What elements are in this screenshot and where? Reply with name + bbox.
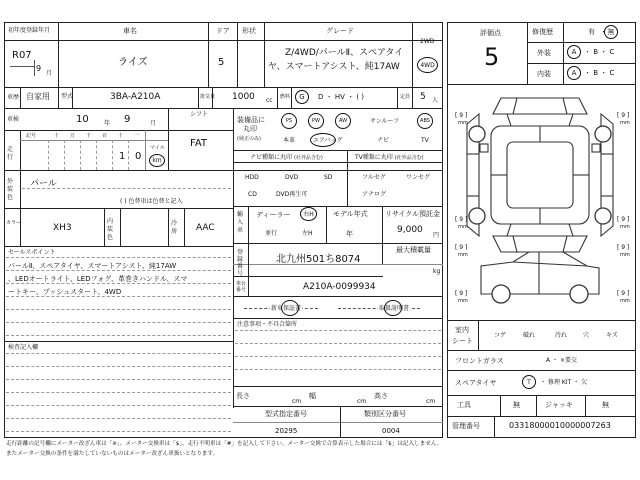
type-cert-value: 20295 — [275, 427, 298, 435]
max-load-unit: kg — [433, 268, 441, 275]
plate-label: 登録番号 — [237, 249, 244, 277]
car-name-value: ライズ — [118, 57, 148, 68]
inspection-month-unit: 月 — [150, 120, 157, 127]
importer-parallel: 並行 — [265, 230, 278, 237]
category-label: 類別区分番号 — [364, 410, 406, 418]
spare-tire-options: ・ 修理 KIT ・ 欠 — [540, 379, 588, 386]
length-unit: cm — [292, 398, 302, 405]
equipment-label-3: (純正のみ) — [237, 136, 261, 142]
shift-label: シフト — [190, 111, 209, 118]
spare-tire-selected: T — [527, 379, 531, 386]
interior-sheet-label-1: 室内 — [455, 326, 469, 334]
use-label: 車歴 — [7, 94, 20, 101]
color-code-value: XH3 — [53, 223, 72, 233]
color-code-label: カラー — [6, 220, 22, 226]
tv-type-label: TV種類に丸印 (社外品含む) — [355, 154, 424, 161]
navi-type-label: ナビ種類に丸印 (社外品含む) — [250, 154, 323, 161]
grade-line-1: Z/4WD/パールⅡ、スペアタイ — [285, 48, 404, 58]
mileage-digit-thousand: 0 — [135, 151, 142, 162]
tire-tread-front-right: [ 9 ] — [617, 112, 630, 119]
equipment-ps-circle: PS — [281, 113, 297, 129]
repair-history-label: 修復歴 — [532, 28, 553, 36]
mileage-header-4: 百 — [102, 133, 108, 139]
fuel-label: 燃料 — [280, 94, 291, 100]
navi-cd: CD — [248, 191, 257, 198]
equipment-tv: TV — [421, 137, 429, 144]
height-label: 高さ — [374, 392, 388, 400]
tire-unit-bottom-left: mm — [458, 298, 468, 304]
equipment-sunroof: サンルーフ — [370, 118, 400, 125]
tire-tread-mid-left: [ 9 ] — [455, 216, 468, 223]
height-unit: cm — [426, 398, 436, 405]
first-registration-month-unit: 月 — [46, 70, 53, 77]
width-label: 幅 — [309, 392, 316, 400]
handle-left: 左H — [302, 230, 313, 237]
sales-point-line-3: ートキー、プッシュスタート、4WD — [8, 288, 122, 296]
interior-sheet-burn: コゲ — [494, 332, 507, 339]
length-label: 長さ — [236, 392, 250, 400]
car-name-label: 車名 — [123, 27, 137, 35]
tire-unit-mid-right: mm — [620, 224, 630, 230]
footer-line-1: 走行距離の記号欄にメーター改ざん車は「※」、メーター交換車は「$」、走行不明車は「#」を記入して下さい。メーター交換で合算表示した場合には「$」は記入しません。 — [6, 441, 443, 447]
navi-dvd-playback: DVD再生可 — [276, 191, 308, 198]
mileage-header-0: 記号 — [26, 133, 37, 139]
tv-analog: アナログ — [362, 191, 387, 198]
tire-unit-bottom-right: mm — [620, 298, 630, 304]
tire-unit-rear-right: mm — [620, 252, 630, 258]
inspection-label: 車検 — [7, 116, 20, 123]
sales-point-line-2: 、LEDオートライト、LEDフォグ、革巻きハンドル、スマ — [8, 275, 188, 283]
model-year-unit: 年 — [346, 230, 353, 238]
interior-grade-b: ・ B ・ C — [584, 69, 615, 77]
repair-option-separator: ・ — [600, 28, 607, 36]
management-value: 03318000010000007263 — [509, 421, 611, 430]
management-label: 管理番号 — [452, 422, 480, 430]
mileage-header-5: 十 — [118, 133, 124, 139]
interior-sheet-dirt: 汚れ — [555, 332, 568, 339]
interior-grade-a: A — [571, 69, 577, 77]
fuel-selected: G — [299, 93, 305, 101]
first-registration-month: 9 — [36, 64, 42, 73]
equipment-abs-circle: ABS — [417, 113, 433, 129]
model-label: 型式 — [61, 93, 74, 100]
equipment-leather: 本革 — [283, 137, 296, 144]
navi-hdd: HDD — [245, 174, 259, 181]
notes-label: 注意事項・不具合箇所 — [237, 321, 298, 328]
drive-4wd-label: 4WD — [420, 62, 435, 69]
mileage-header-2: 万 — [70, 133, 76, 139]
displacement-value: 1000 — [232, 92, 255, 102]
interior-label: 内装 — [537, 70, 551, 78]
color-label: 外装色 — [7, 178, 14, 201]
shift-value: FAT — [190, 138, 208, 149]
plate-value: 北九州501ち8074 — [276, 254, 361, 265]
category-value: 0004 — [382, 427, 400, 435]
equipment-label-2: 丸印 — [243, 125, 257, 133]
exterior-grade-b: ・ B ・ C — [584, 48, 615, 56]
model-year-label: モデル年式 — [333, 210, 368, 218]
tire-tread-bottom-right: [ 9 ] — [617, 290, 630, 297]
sales-point-line-1: パールⅡ、スペアタイヤ、スマートアシスト、純17AW — [8, 262, 177, 270]
mileage-label: 走行 — [7, 146, 14, 161]
equipment-navi: ナビ — [377, 137, 390, 144]
equipment-label-1: 装備品に — [237, 116, 265, 124]
inspection-year-unit: 年 — [104, 120, 111, 127]
tv-oneseg: ワンセグ — [406, 174, 431, 181]
tv-fullseg: フルセグ — [362, 174, 386, 181]
fuel-others: D ・ HV ・ ( ) — [318, 93, 365, 101]
capacity-label: 定員 — [400, 94, 411, 100]
sales-point-label: セールスポイント — [8, 249, 56, 256]
car-body-diagram — [447, 84, 636, 320]
recycle-label: リサイクル預託金 — [385, 210, 441, 218]
interior-sheet-tear: 破れ — [523, 332, 536, 339]
tire-tread-rear-right: [ 9 ] — [617, 244, 630, 251]
repair-option-yes: 有 — [588, 28, 595, 36]
ac-value: AAC — [196, 223, 215, 233]
handle-right: 右H — [303, 211, 314, 218]
grade-line-2: ヤ、スマートアシスト、純17AW — [268, 62, 400, 72]
tire-unit-front-left: mm — [458, 120, 468, 126]
navi-dvd: DVD — [285, 174, 299, 181]
mileage-digit-ten-thousand: 1 — [119, 151, 126, 162]
tools-label: 工具 — [457, 401, 471, 409]
interior-sheet-scratch: キズ — [606, 332, 618, 339]
chassis-value: A210A-0099934 — [303, 282, 376, 292]
equipment-pw-circle: PW — [308, 113, 324, 129]
mileage-header-3: 千 — [86, 133, 92, 139]
exterior-grade-a: A — [571, 48, 577, 56]
windshield-options: A ・ ×要交 — [546, 357, 577, 364]
windshield-label: フロントガラス — [455, 357, 504, 365]
color-note: ( ) 色替車は色替と記入 — [120, 198, 183, 205]
footer-line-2: またメーター交換の条件を満たしていないものはメーター改ざん車扱いとなります。 — [6, 451, 219, 457]
owner-manual-circle — [384, 300, 402, 316]
owner-manual: 取扱説明書 — [379, 305, 410, 312]
interior-sheet-hole: 穴 — [583, 332, 590, 339]
spare-tire-label: スペアタイヤ — [455, 379, 497, 387]
model-value: 3BA-A210A — [110, 92, 161, 102]
new-car-warranty: 新車保証書 — [271, 305, 302, 312]
jack-value: 無 — [602, 401, 609, 409]
doors-value: 5 — [218, 57, 225, 68]
mileage-unit-mile: マイル — [150, 145, 165, 151]
first-registration-label: 初年度登録年月 — [8, 27, 51, 34]
mileage-unit-km: km — [152, 157, 162, 164]
navi-sd: SD — [324, 174, 333, 181]
first-registration-era: R07 — [12, 50, 32, 61]
doors-label: ドア — [216, 27, 230, 35]
inspection-year: 10 — [76, 114, 89, 125]
ac-label: 冷房 — [171, 220, 178, 235]
color-value: パール — [30, 179, 57, 189]
interior-sheet-label-2: シート — [452, 337, 473, 345]
importer-label: 輸入車 — [237, 211, 244, 234]
shape-label: 形状 — [242, 27, 256, 35]
equipment-airbag: エアバッグ — [313, 137, 343, 144]
new-car-warranty-circle — [281, 300, 299, 316]
repair-option-none: 無 — [607, 28, 615, 36]
tire-unit-front-right: mm — [620, 120, 630, 126]
recycle-value: 9,000 — [397, 225, 423, 235]
recycle-unit: 円 — [433, 232, 440, 239]
tire-tread-mid-right: [ 9 ] — [617, 216, 630, 223]
capacity-value: 5 — [420, 92, 426, 102]
displacement-label: 排気量 — [200, 94, 216, 100]
tire-unit-mid-left: mm — [458, 224, 468, 230]
interior-color-label: 内装色 — [107, 218, 114, 241]
use-value: 自家用 — [26, 92, 50, 101]
mileage-header-1: 十 — [54, 133, 60, 139]
inspector-notes-label: 検査記入欄 — [8, 344, 39, 351]
tire-tread-rear-left: [ 9 ] — [455, 244, 468, 251]
width-unit: cm — [357, 398, 367, 405]
max-load-label: 最大積載量 — [396, 246, 431, 254]
grade-label: グレード — [326, 27, 354, 35]
score-label: 評価点 — [480, 29, 501, 37]
tire-tread-bottom-left: [ 9 ] — [455, 290, 468, 297]
jack-label: ジャッキ — [545, 401, 573, 409]
tire-unit-rear-left: mm — [458, 252, 468, 258]
displacement-unit: cc — [266, 97, 273, 104]
equipment-aw-circle: AW — [335, 113, 351, 129]
capacity-unit: 人 — [432, 97, 439, 104]
tools-value: 無 — [513, 401, 520, 409]
inspection-month: 9 — [124, 114, 131, 125]
type-cert-label: 型式指定番号 — [265, 410, 307, 418]
score-value: 5 — [484, 43, 500, 71]
mileage-header-6: 一 — [134, 133, 140, 139]
chassis-label: 車台番号 — [236, 281, 247, 293]
exterior-label: 外装 — [537, 49, 551, 57]
drive-2wd-label: 2WD — [420, 38, 435, 45]
tire-tread-front-left: [ 9 ] — [455, 112, 468, 119]
importer-dealer: ディーラー — [256, 211, 291, 219]
